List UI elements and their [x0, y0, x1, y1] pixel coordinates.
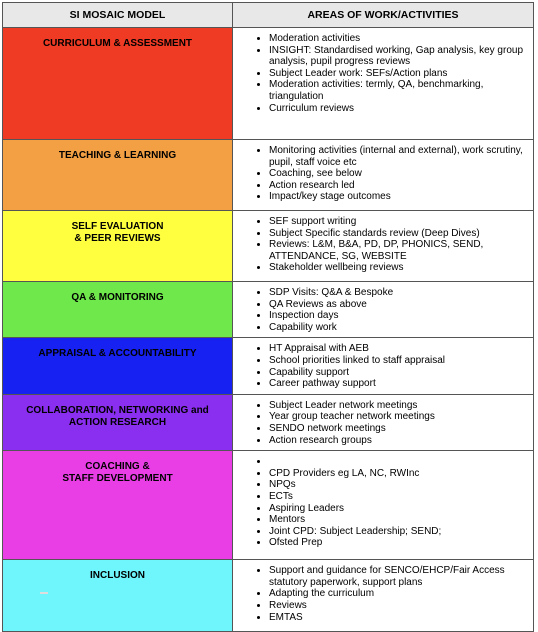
activities-cell	[233, 28, 534, 140]
table-row	[3, 338, 534, 394]
activity-item: • Reviews: L&M, B&A, PD, DP, PHONICS, SEND, ATTENDANCE, SG, WEBSITE	[269, 239, 525, 262]
activity-item: • Subject Leader work: SEFs/Action plans	[269, 68, 525, 80]
activity-item: • Mentors	[269, 514, 525, 526]
activity-item: • School priorities linked to staff appraisal	[269, 355, 525, 367]
activities-cell	[233, 338, 534, 394]
activity-item: • Ofsted Prep	[269, 537, 525, 549]
model-area-cell	[3, 28, 233, 140]
model-area-cell	[3, 394, 233, 450]
activity-item: • Curriculum reviews	[269, 103, 525, 115]
table-row	[3, 211, 534, 282]
activity-item: • Support and guidance for SENCO/EHCP/Fair Access statutory paperwork, support plans	[269, 565, 525, 588]
activity-item: • NPQs	[269, 479, 525, 491]
header-model: SI MOSAIC MODEL	[3, 3, 233, 28]
model-area-label: APPRAISAL & ACCOUNTABILITY	[38, 348, 197, 360]
activities-list	[233, 287, 533, 333]
activity-item: • QA Reviews as above	[269, 299, 525, 311]
table-header-row	[3, 3, 534, 28]
table-row	[3, 451, 534, 560]
activities-list	[233, 216, 533, 274]
table-row	[3, 560, 534, 632]
activity-item: • Capability support	[269, 367, 525, 379]
table-row	[3, 28, 534, 140]
activity-item: • Adapting the curriculum	[269, 588, 525, 600]
model-area-label: CURRICULUM & ASSESSMENT	[42, 38, 193, 49]
model-area-label: QA & MONITORING	[71, 292, 164, 303]
activities-cell	[233, 560, 534, 632]
table-row	[3, 394, 534, 450]
activities-cell	[233, 140, 534, 211]
model-area-cell	[3, 451, 233, 560]
activity-item: • SDP Visits: Q&A & Bespoke	[269, 287, 525, 299]
table-row	[3, 140, 534, 211]
model-area-cell	[3, 560, 233, 632]
activities-cell	[233, 451, 534, 560]
model-area-cell	[3, 282, 233, 338]
activity-item	[269, 456, 525, 468]
model-area-label: TEACHING & LEARNING	[58, 150, 177, 161]
table-body	[3, 28, 534, 632]
model-area-label: INCLUSION	[90, 570, 145, 582]
activity-item: • Subject Specific standards review (Deep Dives)	[269, 228, 525, 240]
activities-cell	[233, 394, 534, 450]
activities-list	[233, 33, 533, 114]
activity-item: • Joint CPD: Subject Leadership; SEND;	[269, 526, 525, 538]
activities-list	[233, 400, 533, 446]
activities-list	[233, 565, 533, 623]
activity-item: • Moderation activities	[269, 33, 525, 45]
activity-item: • EMTAS	[269, 612, 525, 624]
model-area-label: SELF EVALUATION & PEER REVIEWS	[71, 221, 164, 244]
activity-item: • Impact/key stage outcomes	[269, 191, 525, 203]
si-mosaic-table	[2, 2, 534, 632]
activity-item: • Capability work	[269, 322, 525, 334]
activity-item: • HT Appraisal with AEB	[269, 343, 525, 355]
activity-item: • CPD Providers eg LA, NC, RWInc	[269, 468, 525, 480]
activity-item: • Stakeholder wellbeing reviews	[269, 262, 525, 274]
page-mark	[40, 592, 48, 594]
activity-item: • Inspection days	[269, 310, 525, 322]
activity-item: • Career pathway support	[269, 378, 525, 390]
activity-item: • INSIGHT: Standardised working, Gap analysis, key group analysis, pupil progress reviews	[269, 45, 525, 68]
model-area-label: COACHING & STAFF DEVELOPMENT	[62, 461, 173, 485]
activity-item: • Action research led	[269, 180, 525, 192]
model-area-label: COLLABORATION, NETWORKING and ACTION RESEARCH	[26, 404, 209, 428]
activity-item: • Reviews	[269, 600, 525, 612]
activity-item: • Moderation activities: termly, QA, benchmarking, triangulation	[269, 79, 525, 102]
model-area-cell	[3, 140, 233, 211]
activity-item: • Subject Leader network meetings	[269, 400, 525, 412]
activities-list	[233, 145, 533, 203]
activity-item: • Aspiring Leaders	[269, 503, 525, 515]
activities-list	[233, 343, 533, 389]
header-activities: AREAS OF WORK/ACTIVITIES	[233, 3, 534, 28]
activities-cell	[233, 282, 534, 338]
table-row	[3, 282, 534, 338]
activity-item: • Coaching, see below	[269, 168, 525, 180]
activity-item: • Year group teacher network meetings	[269, 411, 525, 423]
activities-list	[233, 456, 533, 549]
model-area-cell	[3, 338, 233, 394]
activity-item: • ECTs	[269, 491, 525, 503]
activity-item: • Action research groups	[269, 435, 525, 447]
activity-item: • SENDO network meetings	[269, 423, 525, 435]
activities-cell	[233, 211, 534, 282]
activity-item: • Monitoring activities (internal and external), work scrutiny, pupil, staff voice etc	[269, 145, 525, 168]
model-area-cell	[3, 211, 233, 282]
activity-item: • SEF support writing	[269, 216, 525, 228]
